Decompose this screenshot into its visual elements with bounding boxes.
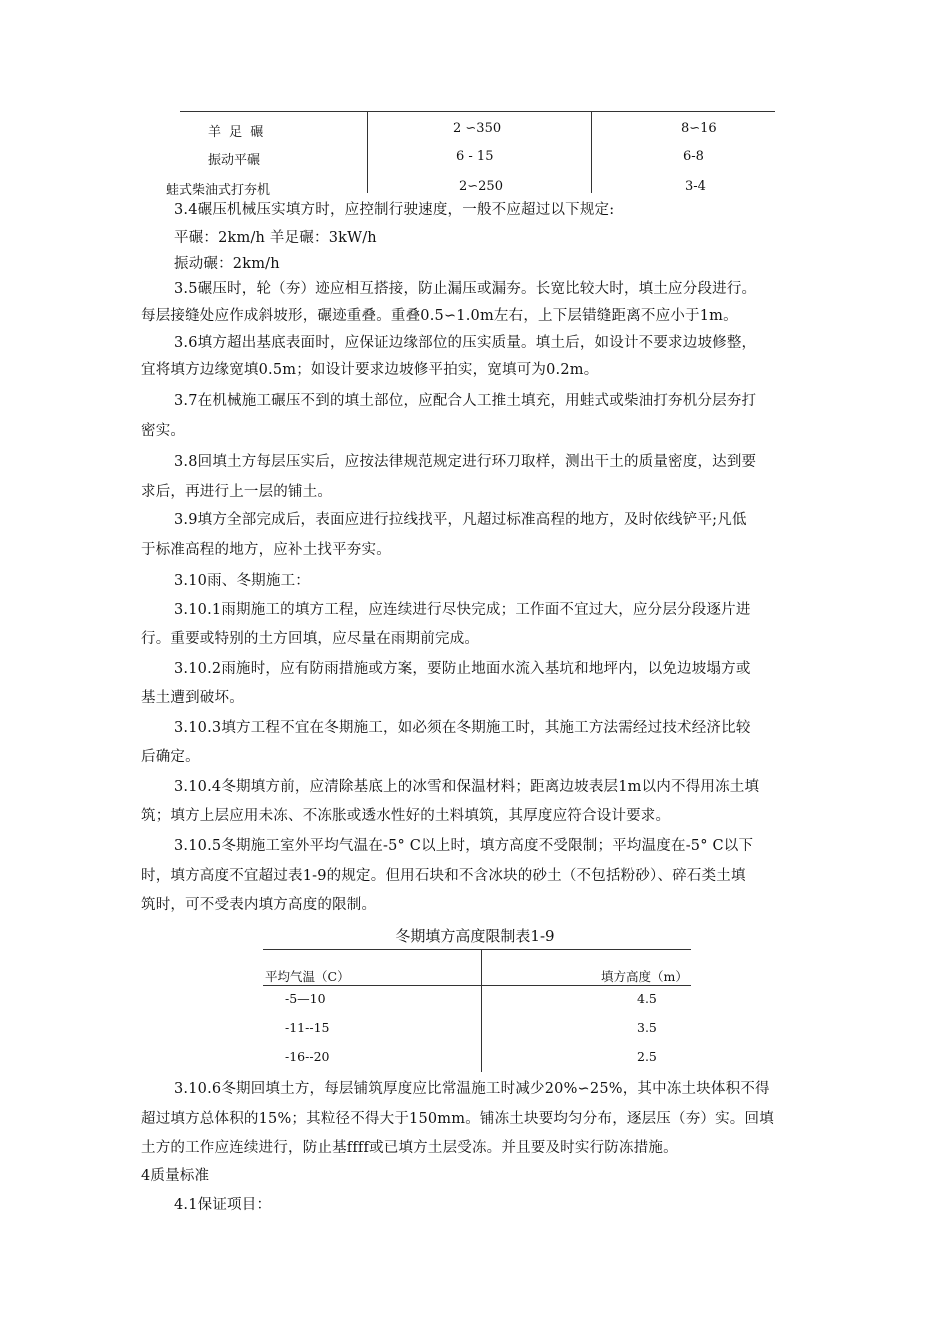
table-cell: -16--20 <box>285 1049 330 1064</box>
paragraph-line: 3.10.2雨施时，应有防雨措施或方案，要防止地面水流入基坑和地坪内，以免边坡塌方或 <box>174 661 751 677</box>
paragraph-line: 3.10.6冬期回填土方，每层铺筑厚度应比常温施工时减少20%∽25%，其中冻土块体积不得 <box>174 1081 770 1097</box>
paragraph-line: 密实。 <box>141 423 186 439</box>
table-cell: 振动平碾 <box>208 153 261 168</box>
table-cell: -5—10 <box>285 991 326 1006</box>
paragraph-line: 土方的工作应连续进行，防止基ffff或已填方土层受冻。并且要及时实行防冻措施。 <box>141 1140 678 1156</box>
paragraph-line: 3.10.4冬期填方前，应清除基底上的冰雪和保温材料；距离边坡表层1m以内不得用冻土填 <box>174 779 760 795</box>
paragraph-line: 3.10.3填方工程不宜在冬期施工，如必须在冬期施工时，其施工方法需经过技术经济比较 <box>174 720 751 736</box>
table-cell: 3.5 <box>637 1020 657 1035</box>
table-caption: 冬期填方高度限制表1-9 <box>395 927 555 945</box>
table-top-border <box>263 949 691 950</box>
paragraph-line: 振动碾：2km/h <box>174 256 280 272</box>
table-cell: 2 ∽350 <box>453 121 502 136</box>
table-cell: 2∽250 <box>459 179 503 194</box>
paragraph-line: 3.6填方超出基底表面时，应保证边缘部位的压实质量。填土后，如设计不要求边坡修整， <box>174 335 757 351</box>
paragraph-line: 平碾：2km/h 羊足碾：3kW/h <box>174 230 377 246</box>
paragraph-line: 3.4碾压机械压实填方时，应控制行驶速度，一般不应超过以下规定: <box>174 202 615 218</box>
table-cell: 8∽16 <box>681 121 717 136</box>
paragraph-line: 时，填方高度不宜超过表1-9的规定。但用石块和不含冰块的砂土（不包括粉砂）、碎石类土填 <box>141 868 746 884</box>
table-top-border <box>180 111 775 112</box>
table-cell: -11--15 <box>285 1020 330 1035</box>
table-cell: 3-4 <box>685 179 706 194</box>
compaction-table <box>166 111 775 198</box>
paragraph-line: 超过填方总体积的15%；其粒径不得大于150mm。铺冻土块要均匀分布，逐层压（夯）实。回填 <box>141 1111 774 1127</box>
paragraph-line: 于标准高程的地方，应补土找平夯实。 <box>141 542 391 558</box>
paragraph-line: 宜将填方边缘宽填0.5m；如设计要求边坡修平拍实，宽填可为0.2m。 <box>141 362 599 378</box>
paragraph-line: 筑时，可不受表内填方高度的限制。 <box>141 897 377 913</box>
table-header-cell: 平均气温（C） <box>265 969 350 984</box>
section-heading: 3.10雨、冬期施工： <box>174 573 310 589</box>
table-column-divider <box>481 949 482 1072</box>
paragraph-line: 求后，再进行上一层的铺土。 <box>141 484 333 500</box>
section-heading: 4质量标准 <box>141 1168 210 1184</box>
paragraph-line: 行。重要或特别的土方回填，应尽量在雨期前完成。 <box>141 631 480 647</box>
paragraph-line: 3.5碾压时，轮（夯）迹应相互搭接，防止漏压或漏夯。长宽比较大时，填土应分段进行。 <box>174 281 757 297</box>
table-cell: 羊 足 碾 <box>208 125 266 140</box>
table-cell: 蛙式柴油式打夯机 <box>166 183 271 198</box>
subsection-heading: 4.1保证项目： <box>174 1197 272 1213</box>
table-cell: 6 - 15 <box>456 149 494 164</box>
paragraph-line: 3.8回填土方每层压实后，应按法律规范规定进行环刀取样，测出干土的质量密度，达到要 <box>174 454 757 470</box>
winter-fill-height-table <box>263 949 691 1072</box>
table-cell: 4.5 <box>637 991 657 1006</box>
paragraph-line: 3.7在机械施工碾压不到的填土部位，应配合人工推土填充，用蛙式或柴油打夯机分层夯打 <box>174 393 757 409</box>
paragraph-line: 基土遭到破坏。 <box>141 690 244 706</box>
paragraph-line: 筑；填方上层应用未冻、不冻胀或透水性好的土料填筑，其厚度应符合设计要求。 <box>141 808 671 824</box>
paragraph-line: 后确定。 <box>141 749 200 765</box>
table-cell: 2.5 <box>637 1049 657 1064</box>
table-header-border <box>263 985 691 986</box>
paragraph-line: 3.10.5冬期施工室外平均气温在-5° C以上时，填方高度不受限制；平均温度在-5° C以下 <box>174 838 754 854</box>
table-header-cell: 填方高度（m） <box>601 969 688 984</box>
table-cell: 6-8 <box>683 149 704 164</box>
table-column-divider <box>367 111 368 193</box>
paragraph-line: 每层接缝处应作成斜坡形，碾迹重叠。重叠0.5∽1.0m左右，上下层错缝距离不应小于1m。 <box>141 308 738 324</box>
paragraph-line: 3.9填方全部完成后，表面应进行拉线找平，凡超过标准高程的地方，及时依线铲平;凡低 <box>174 512 747 528</box>
table-column-divider <box>591 111 592 193</box>
paragraph-line: 3.10.1雨期施工的填方工程，应连续进行尽快完成；工作面不宜过大，应分层分段逐片进 <box>174 602 751 618</box>
